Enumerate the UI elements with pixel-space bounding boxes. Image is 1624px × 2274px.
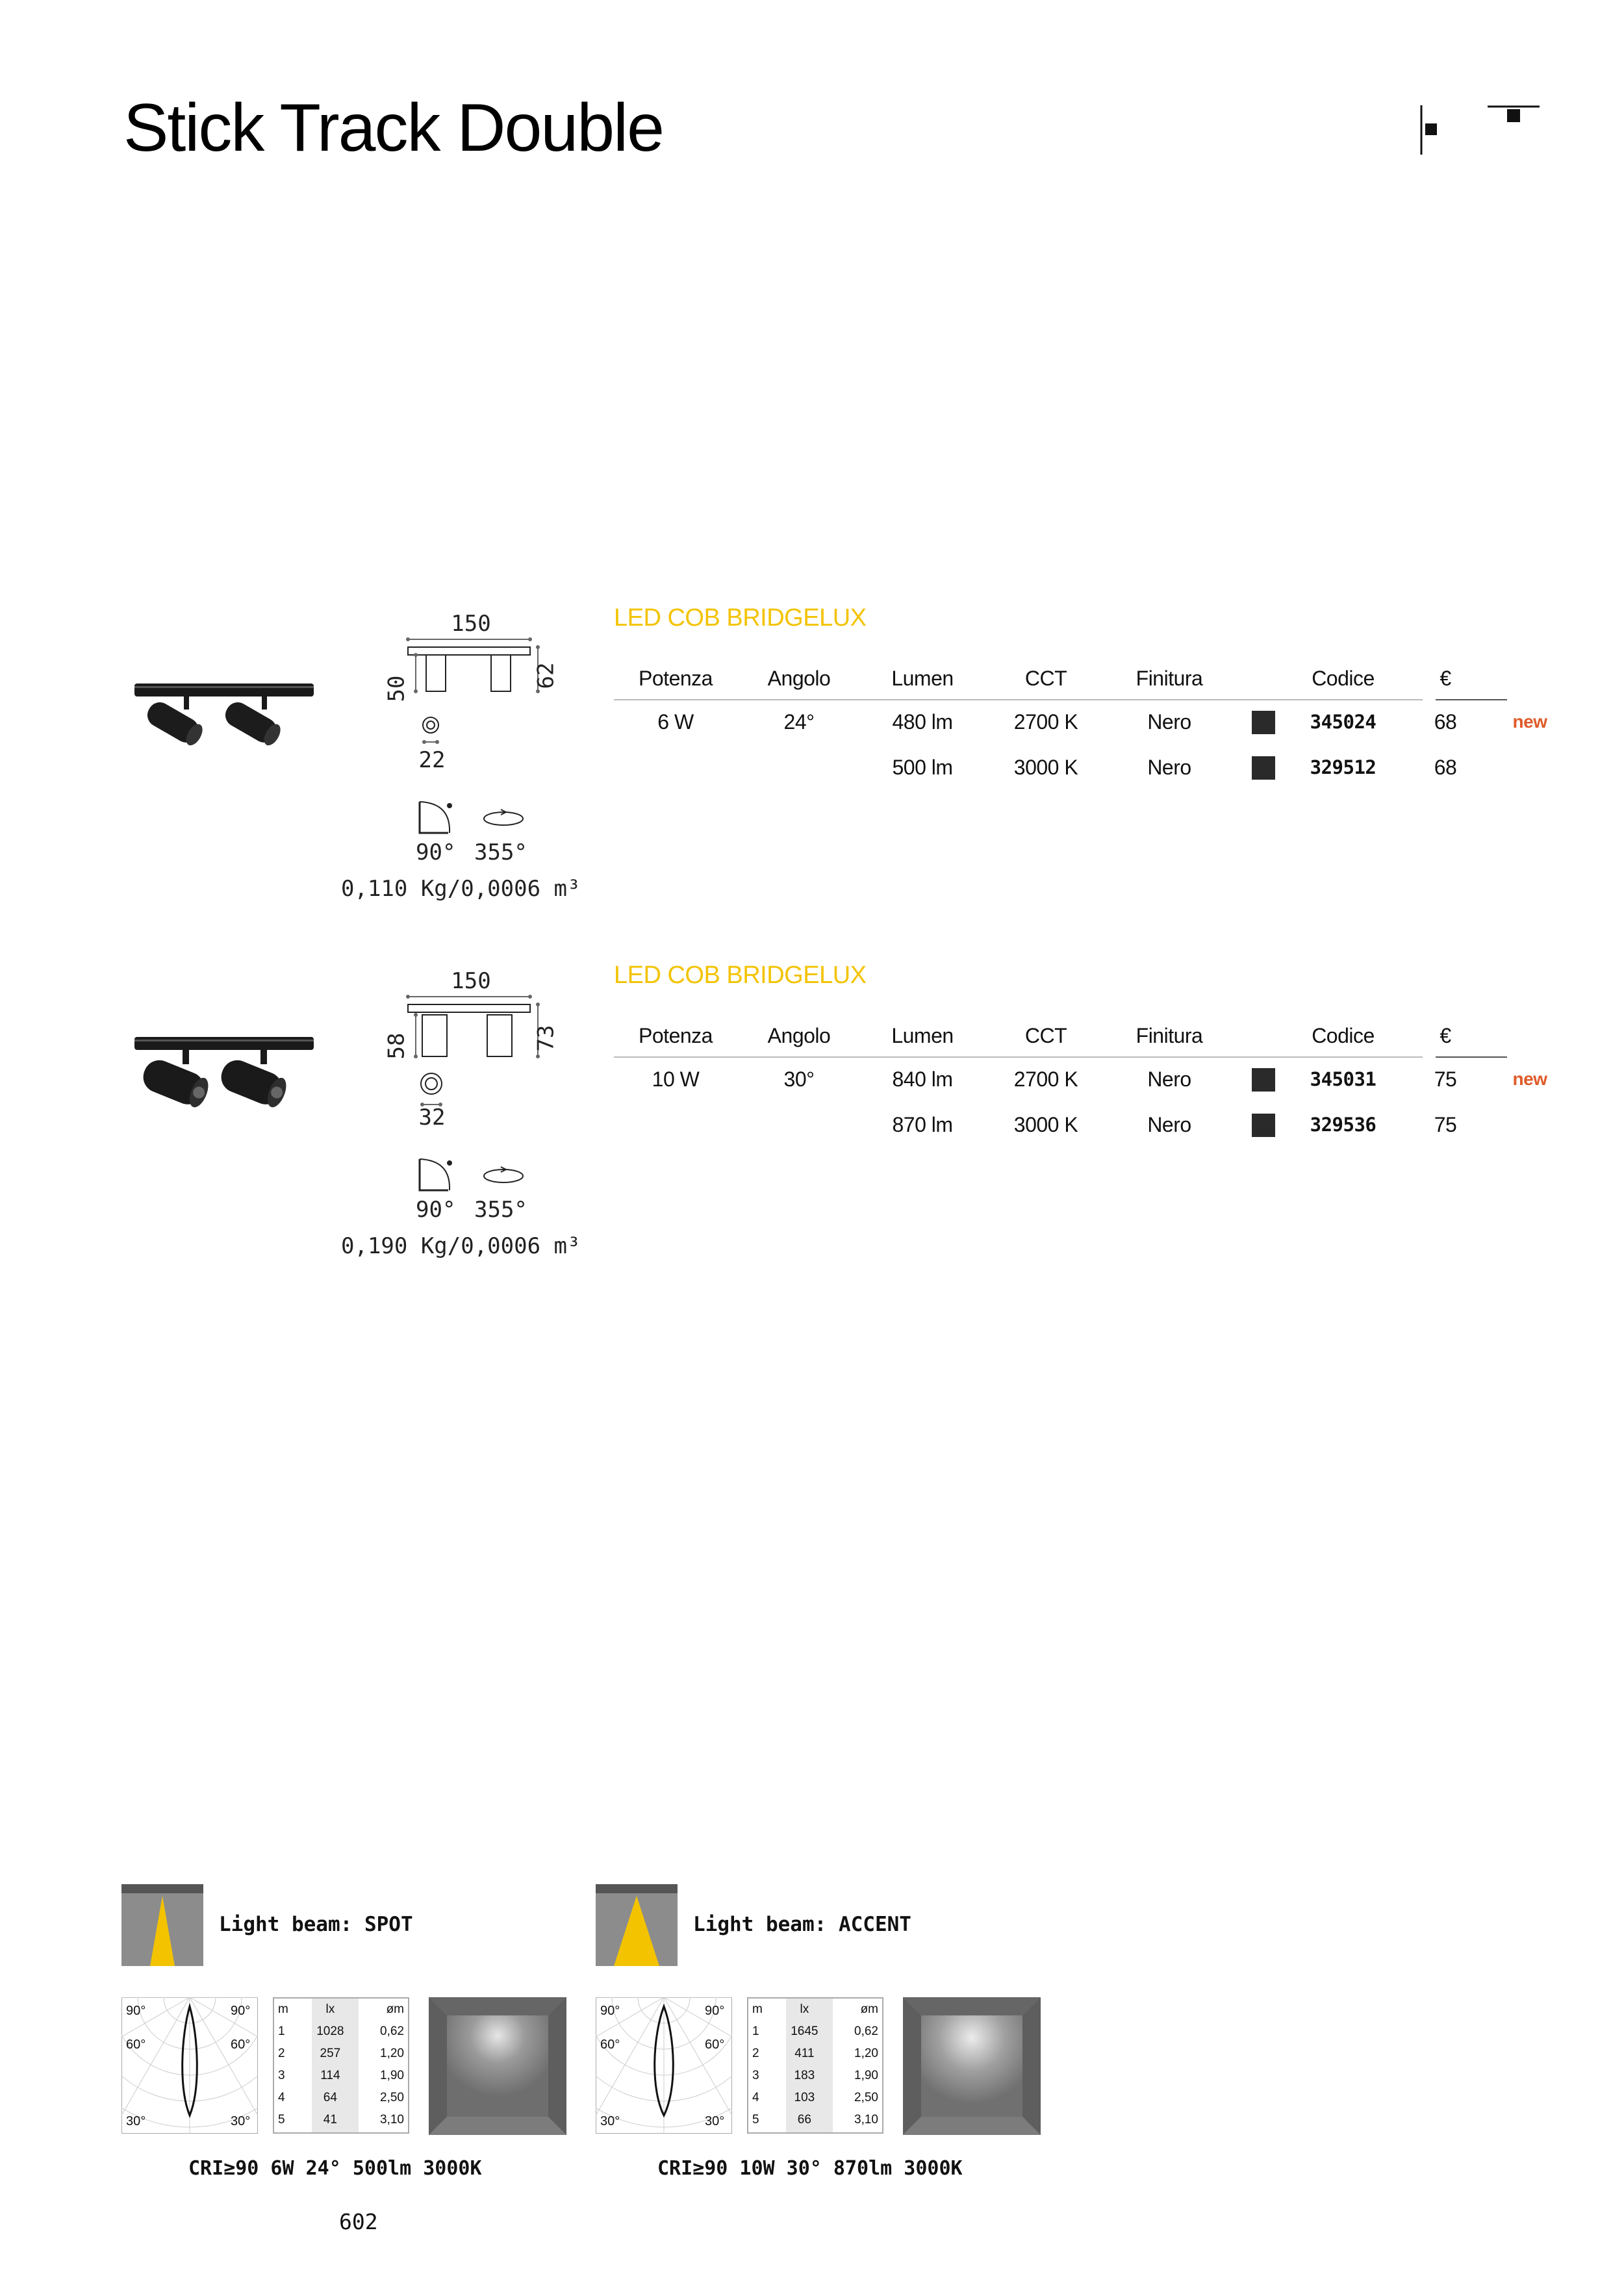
light-effect-photo (429, 1997, 566, 2135)
cell-lumen: 870 lm (892, 1112, 953, 1136)
new-badge: new (1512, 711, 1547, 732)
polar-label: 60° (126, 2038, 146, 2052)
ceiling-track-icon (1488, 107, 1540, 122)
dimension-diameter: 22 (418, 747, 446, 773)
finish-swatch (1252, 711, 1275, 734)
cell-finitura: Nero (1147, 1112, 1191, 1136)
table-row: 2 257 1,20 (278, 2047, 404, 2060)
table-header-row (614, 1015, 1559, 1056)
cell-cct: 2700 K (1013, 1067, 1078, 1091)
spec-table (614, 658, 1559, 790)
cell-lumen: 500 lm (892, 755, 953, 779)
column-header: € (1440, 666, 1451, 690)
cell-angolo: 30° (783, 1067, 815, 1091)
accent-beam-icon (596, 1884, 678, 1966)
tilt-angle-icon (416, 1156, 461, 1195)
finish-swatch (1252, 756, 1275, 780)
column-header: Angolo (767, 1023, 831, 1047)
column-header: Finitura (1136, 666, 1203, 690)
polar-label: 30° (231, 2114, 251, 2128)
cell-codice: 345024 (1310, 711, 1377, 733)
cell-finitura: Nero (1147, 709, 1191, 734)
table-row (614, 1056, 1559, 1102)
table-row: 2 411 1,20 (752, 2047, 878, 2060)
table-row: 5 66 3,10 (752, 2113, 878, 2127)
table-row (614, 745, 1559, 790)
section-header: LED COB BRIDGELUX (614, 604, 867, 632)
column-header: Codice (1312, 666, 1375, 690)
spot-beam-icon (121, 1884, 203, 1966)
light-effect-photo (903, 1997, 1041, 2135)
column-header: CCT (1024, 666, 1067, 690)
rotation-angle-icon (477, 806, 529, 832)
polar-label: 90° (705, 2004, 725, 2018)
track-mount-icons (1416, 104, 1546, 156)
new-badge: new (1512, 1069, 1547, 1089)
cell-potenza (614, 745, 737, 790)
cell-finitura: Nero (1147, 1067, 1191, 1091)
table-row: 3 183 1,90 (752, 2069, 878, 2082)
column-header: Potenza (639, 666, 713, 690)
polar-label: 30° (705, 2114, 725, 2128)
rotation-angle-icon (477, 1163, 529, 1189)
dimension-diameter: 32 (418, 1105, 446, 1131)
table-header-divider (614, 1056, 1423, 1058)
tilt-angle-icon (416, 799, 461, 838)
rotation-angle-value: 355° (474, 1197, 527, 1223)
cell-price: 68 (1434, 709, 1457, 734)
table-row: 1 1028 0,62 (278, 2025, 404, 2038)
beam-caption: CRI≥90 6W 24° 500lm 3000K (188, 2157, 482, 2180)
dimension-width: 150 (451, 611, 491, 637)
dimension-width: 150 (451, 968, 491, 994)
cell-potenza: 10 W (652, 1067, 700, 1091)
new-badge (1501, 745, 1559, 790)
rotation-angle-value: 355° (474, 839, 527, 865)
column-header: Codice (1312, 1023, 1375, 1047)
polar-label: 30° (600, 2114, 620, 2128)
table-row: 4 103 2,50 (752, 2091, 878, 2104)
new-badge (1501, 1102, 1559, 1147)
table-header-divider (614, 699, 1423, 700)
table-row: 3 114 1,90 (278, 2069, 404, 2082)
page-title: Stick Track Double (123, 90, 663, 166)
table-header-row: m lx øm (752, 2002, 878, 2016)
table-row: 4 64 2,50 (278, 2091, 404, 2104)
column-header: Lumen (891, 1023, 954, 1047)
price-header-divider (1436, 699, 1507, 700)
cell-angolo (737, 1102, 861, 1147)
beam-label: Light beam: SPOT (219, 1913, 413, 1936)
photometric-table (273, 1997, 409, 2134)
product-photo (133, 1027, 315, 1124)
polar-label: 60° (231, 2038, 251, 2052)
beam-caption: CRI≥90 10W 30° 870lm 3000K (657, 2157, 963, 2180)
table-header-row (614, 658, 1559, 699)
cell-price: 75 (1434, 1112, 1457, 1136)
polar-label: 60° (600, 2038, 620, 2052)
cell-angolo (737, 745, 861, 790)
dimension-height-left: 50 (383, 675, 410, 702)
polar-label: 30° (126, 2114, 146, 2128)
page-number: 602 (339, 2209, 378, 2234)
cell-codice: 345031 (1310, 1068, 1377, 1090)
column-header: € (1440, 1023, 1451, 1047)
finish-swatch (1252, 1114, 1275, 1137)
table-row: 1 1645 0,62 (752, 2025, 878, 2038)
spec-table (614, 1015, 1559, 1147)
cell-finitura: Nero (1147, 755, 1191, 779)
polar-label: 90° (600, 2004, 620, 2018)
polar-label: 90° (126, 2004, 146, 2018)
tilt-angle-value: 90° (416, 839, 456, 865)
cell-lumen: 480 lm (892, 709, 953, 734)
dimension-height-left: 58 (383, 1032, 410, 1060)
cell-potenza (614, 1102, 737, 1147)
weight-volume: 0,190 Kg/0,0006 m³ (341, 1233, 581, 1259)
column-header: Potenza (639, 1023, 713, 1047)
price-header-divider (1436, 1056, 1507, 1058)
dimension-height-right: 62 (533, 662, 559, 689)
table-row: 5 41 3,10 (278, 2113, 404, 2127)
cell-cct: 2700 K (1013, 709, 1078, 734)
product-photo (133, 669, 315, 760)
column-header: Finitura (1136, 1023, 1203, 1047)
column-header: Angolo (767, 666, 831, 690)
cell-price: 75 (1434, 1067, 1457, 1091)
dimension-height-right: 73 (533, 1025, 559, 1052)
cell-cct: 3000 K (1013, 1112, 1078, 1136)
cell-angolo: 24° (783, 709, 815, 734)
cell-lumen: 840 lm (892, 1067, 953, 1091)
table-header-row: m lx øm (278, 2002, 404, 2016)
weight-volume: 0,110 Kg/0,0006 m³ (341, 876, 581, 902)
wall-track-icon (1421, 105, 1437, 155)
table-row (614, 699, 1559, 745)
diameter-drawing (421, 716, 440, 748)
finish-swatch (1252, 1068, 1275, 1092)
cell-cct: 3000 K (1013, 755, 1078, 779)
column-header: CCT (1024, 1023, 1067, 1047)
beam-label: Light beam: ACCENT (693, 1913, 911, 1936)
polar-label: 90° (231, 2004, 251, 2018)
section-header: LED COB BRIDGELUX (614, 962, 867, 989)
cell-codice: 329536 (1310, 1114, 1377, 1136)
polar-label: 60° (705, 2038, 725, 2052)
cell-potenza: 6 W (657, 709, 694, 734)
tilt-angle-value: 90° (416, 1197, 456, 1223)
table-row (614, 1102, 1559, 1147)
cell-codice: 329512 (1310, 756, 1377, 778)
column-header: Lumen (891, 666, 954, 690)
photometric-table (747, 1997, 883, 2134)
cell-price: 68 (1434, 755, 1457, 779)
